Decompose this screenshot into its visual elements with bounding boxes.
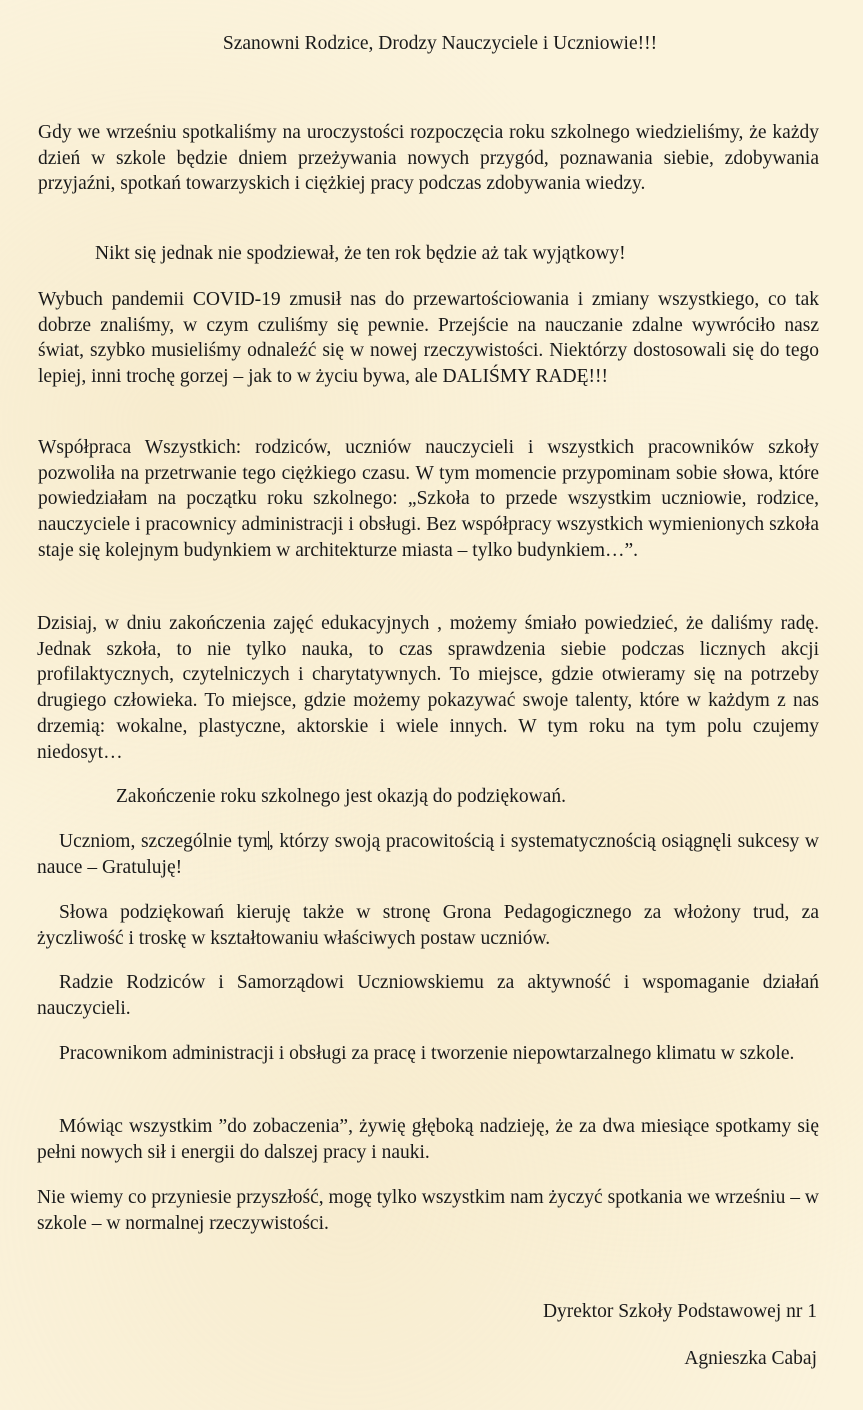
paragraph-teachers: Słowa podziękowań kieruję także w stronę Grona Pedagogicznego za włożony trud, za życzliwość i troskę w kształtowaniu właściwych postaw uczniów. <box>37 902 819 949</box>
paragraph-unexpected: Nikt się jednak nie spodziewał, że ten rok będzie aż tak wyjątkowy! <box>95 243 626 264</box>
paragraph-parents-council: Radzie Rodziców i Samorządowi Uczniowskiemu za aktywność i wspomaganie działań nauczycieli. <box>37 972 819 1019</box>
paragraph-thanks-intro: Zakończenie roku szkolnego jest okazją do podziękowań. <box>116 786 566 807</box>
paragraph-opening: Gdy we wrześniu spotkaliśmy na uroczystości rozpoczęcia roku szkolnego wiedzieliśmy, że każdy dzień w szkole będzie dniem przeżywania nowych przygód, poznawania siebie, zdobywania przyjaźni, spotkań towarzyskich i ciężkiej pracy podczas zdobywania wiedzy. <box>38 122 819 195</box>
signature-title: Dyrektor Szkoły Podstawowej nr 1 <box>542 1301 817 1322</box>
signature-name: Agnieszka Cabaj <box>684 1348 817 1369</box>
students-text-start: Uczniom, szczególnie tym <box>59 831 268 852</box>
paragraph-closing: Nie wiemy co przyniesie przyszłość, mogę tylko wszystkim nam życzyć spotkania we wrześniu – w szkole – w normalnej rzeczywistości. <box>37 1187 819 1234</box>
paragraph-today: Dzisiaj, w dniu zakończenia zajęć edukacyjnych , możemy śmiało powiedzieć, że daliśmy radę. Jednak szkoła, to nie tylko nauka, to czas sprawdzenia siebie podczas licznych akcji profilaktycznych, czytelniczych i charytatywnych. To miejsce, gdzie otwieramy się na potrzeby drugiego człowieka. To miejsce, gdzie możemy pokazywać swoje talenty, które w każdym z nas drzemią: wokalne, plastyczne, aktorskie i wiele innych. W tym roku na tym polu czujemy niedosyt… <box>37 613 819 763</box>
paragraph-farewell: Mówiąc wszystkim ”do zobaczenia”, żywię głęboką nadzieję, że za dwa miesiące spotkamy się pełni nowych sił i energii do dalszej pracy i nauki. <box>37 1116 819 1163</box>
students-text-end: , którzy swoją pracowitością i systematycznością osiągnęli sukcesy w nauce – Gratuluję! <box>37 831 820 878</box>
paragraph-cooperation: Współpraca Wszystkich: rodziców, uczniów nauczycieli i wszystkich pracowników szkoły pozwoliła na przetrwanie tego ciężkiego czasu. W tym momencie przypominam sobie słowa, które powiedziałam na początku roku szkolnego: „Szkoła to przede wszystkim uczniowie, rodzice, nauczyciele i pracownicy administracji i obsługi. Bez współpracy wszystkich wymienionych szkoła staje się kolejnym budynkiem w architekturze miasta – tylko budynkiem…”. <box>38 437 819 561</box>
greeting-heading: Szanowni Rodzice, Drodzy Nauczyciele i Uczniowie!!! <box>222 33 658 54</box>
paragraph-staff: Pracownikom administracji i obsługi za pracę i tworzenie niepowtarzalnego klimatu w szkole. <box>59 1043 795 1064</box>
paragraph-pandemic: Wybuch pandemii COVID-19 zmusił nas do przewartościowania i zmiany wszystkiego, co tak dobrze znaliśmy, w czym czuliśmy się pewnie. Przejście na nauczanie zdalne wywróciło nasz świat, szybko musieliśmy odnaleźć się w nowej rzeczywistości. Niektórzy dostosowali się do tego lepiej, inni trochę gorzej – jak to w życiu bywa, ale DALIŚMY RADĘ!!! <box>38 289 819 388</box>
paragraph-students <box>37 829 819 880</box>
